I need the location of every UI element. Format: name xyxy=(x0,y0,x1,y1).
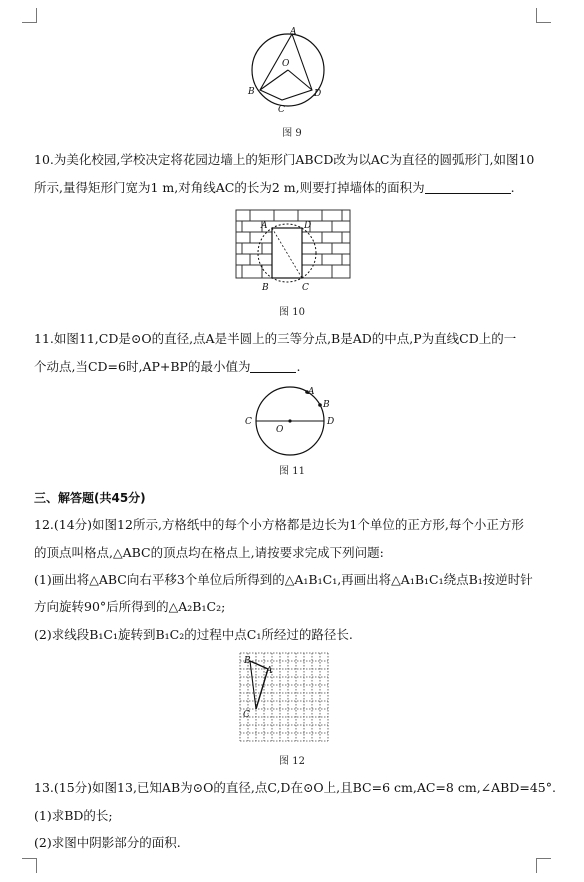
fig10-label-b: B xyxy=(262,283,269,292)
q11-line-2-end: . xyxy=(296,359,301,374)
fig10-label-d: D xyxy=(304,221,312,231)
q11-line-1: 11.如图11,CD是⊙O的直径,点A是半圆上的三等分点,B是AD的中点,P为直线CD上的一 xyxy=(34,331,517,346)
q10-line-2-text: 所示,量得矩形门宽为1 m,对角线AC的长为2 m,则要打掉墙体的面积为 xyxy=(34,180,425,195)
fig12-label-b: B xyxy=(244,656,251,666)
fig9-label-o: O xyxy=(282,59,290,69)
q10-line-1: 10.为美化校园,学校决定将花园边墙上的矩形门ABCD改为以AC为直径的圆弧形门,如图10 xyxy=(34,152,535,167)
crop-mark-top-left xyxy=(22,8,37,23)
q11-line-2 xyxy=(34,358,554,376)
fig11-label-a: A xyxy=(308,387,315,397)
crop-mark-top-right xyxy=(536,8,551,23)
figure-10 xyxy=(232,206,356,292)
q12-line-5: (2)求线段B₁C₁旋转到B₁C₂的过程中点C₁所经过的路径长. xyxy=(34,627,353,642)
q12-line-3: (1)画出将△ABC向右平移3个单位后所得到的△A₁B₁C₁,再画出将△A₁B₁C₁绕点B₁按逆时针 xyxy=(34,572,533,587)
fig9-label-d: D xyxy=(314,89,322,99)
figure-10-caption: 图 10 xyxy=(279,307,305,318)
fig9-label-b: B xyxy=(248,87,255,97)
fig12-label-c: C xyxy=(243,710,250,720)
q12-line-1: 12.(14分)如图12所示,方格纸中的每个小方格都是边长为1个单位的正方形,每个小正方形 xyxy=(34,517,524,532)
figure-12 xyxy=(238,651,334,743)
fig12-label-a: A xyxy=(266,666,273,676)
figure-12-caption: 图 12 xyxy=(279,756,305,767)
q12-line-2: 的顶点叫格点,△ABC的顶点均在格点上,请按要求完成下列问题: xyxy=(34,545,384,560)
figure-11-caption: 图 11 xyxy=(279,466,305,477)
figure-9 xyxy=(240,22,340,118)
q13-line-1: 13.(15分)如图13,已知AB为⊙O的直径,点C,D在⊙O上,且BC=6 cm,AC=8 cm,∠ABD=45°. xyxy=(34,780,556,795)
section-3-heading: 三、解答题(共45分) xyxy=(34,491,146,505)
fig9-label-c: C xyxy=(278,105,285,115)
q10-line-2-end: . xyxy=(510,180,515,195)
fig11-label-d: D xyxy=(327,417,335,427)
fig11-label-o: O xyxy=(276,425,284,435)
q12-line-4: 方向旋转90°后所得到的△A₂B₁C₂; xyxy=(34,599,226,614)
q10-answer-blank xyxy=(425,181,511,194)
fig11-label-b: B xyxy=(323,400,330,410)
fig11-label-c: C xyxy=(245,417,252,427)
figure-9-caption: 图 9 xyxy=(282,128,302,139)
crop-mark-bottom-right xyxy=(536,858,551,873)
q11-line-2-text: 个动点,当CD=6时,AP+BP的最小值为 xyxy=(34,359,251,374)
q13-line-2: (1)求BD的长; xyxy=(34,808,113,823)
q10-line-2 xyxy=(34,179,554,197)
fig10-label-c: C xyxy=(302,283,309,292)
figure-11 xyxy=(240,384,340,460)
q13-line-3: (2)求图中阴影部分的面积. xyxy=(34,835,181,850)
fig10-label-a: A xyxy=(261,221,268,231)
crop-mark-bottom-left xyxy=(22,858,37,873)
q11-answer-blank xyxy=(250,360,296,373)
fig9-label-a: A xyxy=(290,27,297,37)
